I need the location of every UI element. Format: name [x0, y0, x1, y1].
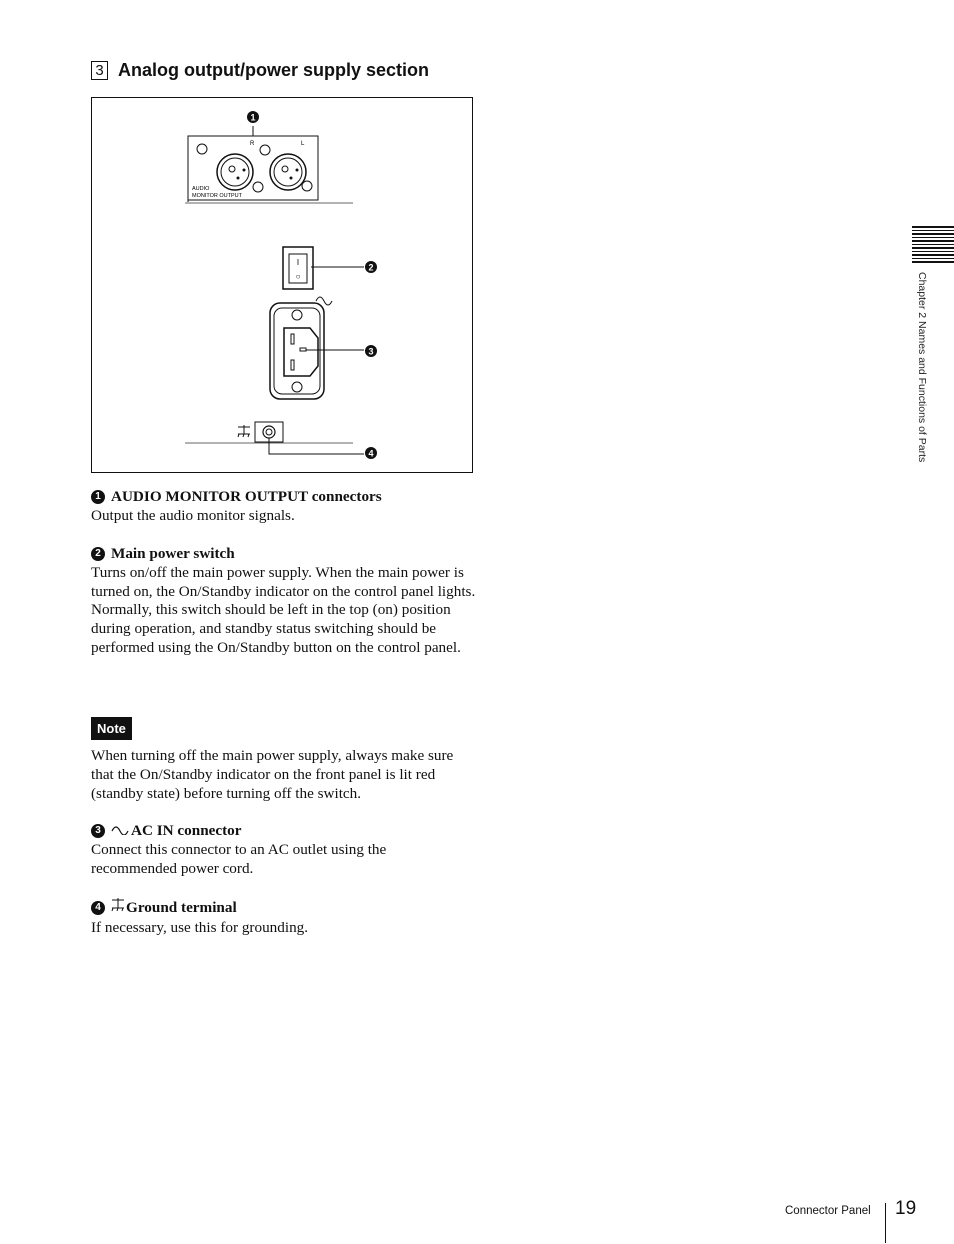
section-heading	[91, 60, 429, 81]
item-description: If necessary, use this for grounding.	[91, 918, 309, 936]
panel-label-line1: AUDIO	[192, 186, 210, 192]
page-number: 19	[895, 1198, 917, 1219]
callout-2: 2	[368, 262, 374, 273]
callout-3: 3	[368, 346, 374, 357]
item-main-power-switch	[91, 545, 476, 658]
note-text	[91, 747, 476, 803]
ground-symbol-icon	[111, 897, 125, 919]
switch-on-mark: I	[296, 258, 300, 267]
section-number: 3	[91, 61, 108, 80]
note-label: Note	[91, 717, 132, 740]
switch-off-mark: ○	[295, 272, 301, 281]
item-description: Connect this connector to an AC outlet using the recommended power cord.	[91, 840, 387, 877]
item-description: Normally, this switch should be left in the top (on) position during operation, and standby status switching should be performed using the On/Standby button on the control panel.	[91, 601, 461, 656]
section-title: Analog output/power supply section	[118, 60, 430, 80]
item-number: 1	[91, 490, 105, 504]
item-ground-terminal	[91, 897, 476, 938]
note-paragraph: When turning off the main power supply, always make sure that the On/Standby indicator on the front panel is lit red (standby state) before turning off the switch.	[91, 747, 454, 802]
item-title: AUDIO MONITOR OUTPUT connectors	[111, 488, 382, 505]
channel-r-label: R	[250, 141, 255, 147]
ac-inlet-icon	[270, 297, 332, 399]
callout-1: 1	[250, 112, 256, 123]
item-number: 2	[91, 547, 105, 561]
panel-label-line2: MONITOR OUTPUT	[192, 193, 243, 199]
chapter-label: Chapter 2 Names and Functions of Parts	[916, 272, 928, 463]
footer-section-name: Connector Panel	[785, 1205, 871, 1217]
item-audio-monitor-output	[91, 488, 476, 526]
item-title: AC IN connector	[131, 822, 242, 839]
item-description: Output the audio monitor signals.	[91, 506, 295, 524]
item-title: Main power switch	[111, 545, 235, 562]
audio-monitor-output-panel	[185, 126, 353, 203]
ac-symbol-icon	[111, 822, 129, 841]
power-switch-icon	[283, 247, 313, 289]
footer-divider	[885, 1203, 886, 1243]
connector-figure	[91, 97, 473, 473]
item-ac-in-connector	[91, 822, 476, 878]
item-description: Turns on/off the main power supply. When the main power is turned on, the On/Standby indicator on the control panel lights.	[91, 563, 476, 600]
item-title: Ground terminal	[126, 898, 237, 916]
callout-4: 4	[368, 448, 374, 459]
channel-l-label: L	[301, 141, 305, 147]
chapter-tab-bars	[912, 226, 954, 265]
item-number: 3	[91, 824, 105, 838]
item-number: 4	[91, 901, 105, 915]
